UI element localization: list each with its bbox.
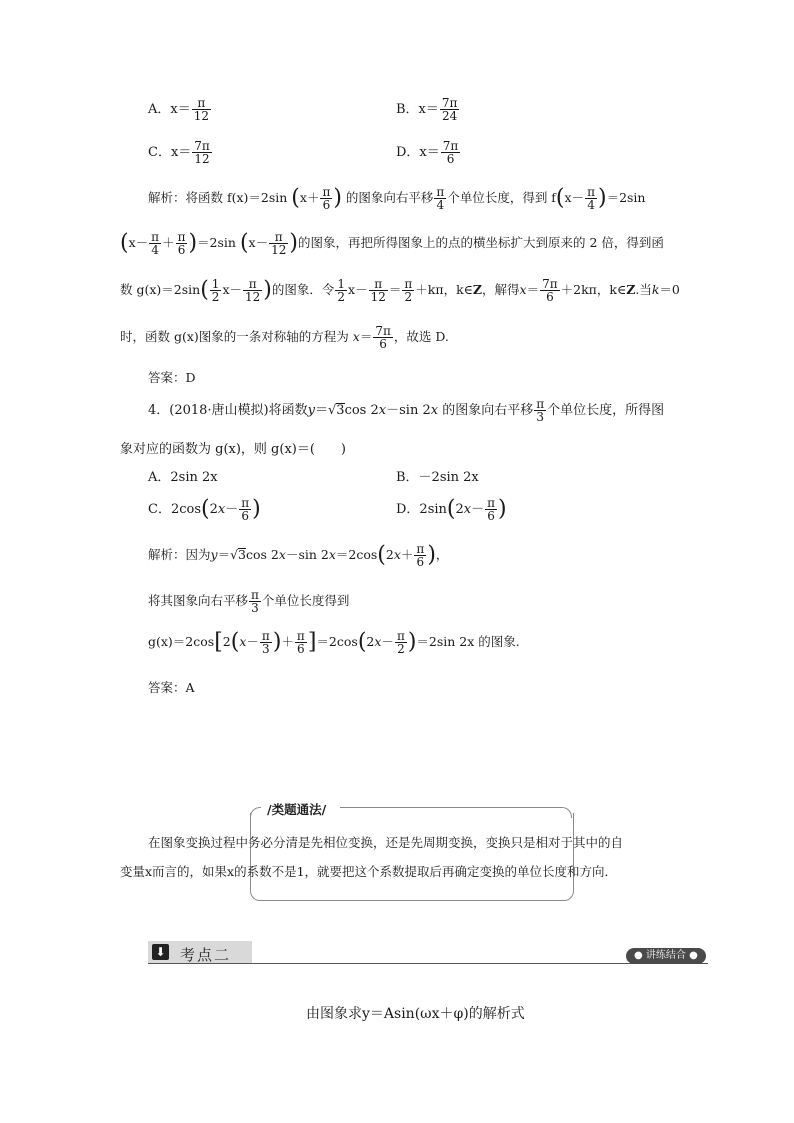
section-divider	[148, 963, 708, 964]
q3-solution-line2: (x－ $\frac{\pi}{4}$ ＋ $\frac{\pi}{6}$ )＝2sin (x－ $\frac{\pi}{12}$ )的图象，再把所得图象上的点的横坐标扩大到原来的 2 倍，得到函	[120, 230, 664, 257]
fraction: $\frac{7\pi}{6}$	[442, 139, 459, 166]
tip-line2: 变量x而言的，如果x的系数不是1，就要把这个系数提取后再确定变换的单位长度和方向．	[120, 864, 618, 879]
tip-box-title: /类题通法/	[263, 800, 330, 818]
q4-option-b: B．－2sin 2x	[396, 470, 479, 485]
section-subtitle: 由图象求y＝Asin(ωx＋φ)的解析式	[306, 1006, 525, 1022]
tip-line1: 在图象变换过程中务必分清是先相位变换，还是先周期变换，变换只是相对于其中的自	[148, 835, 624, 850]
section-badge: ● 讲练结合 ●	[626, 948, 706, 964]
q4-option-c: C．2cos(2x－ $\frac{\pi}{6}$ )	[148, 496, 261, 523]
q4-stem-line2: 象对应的函数为 g(x)，则 g(x)＝( )	[120, 442, 347, 457]
q4-option-d: D．2sin(2x－ $\frac{\pi}{6}$ )	[396, 496, 507, 523]
q3-answer: 答案：D	[148, 370, 196, 385]
q4-option-a: A．2sin 2x	[148, 470, 218, 485]
q3-option-a: A．x＝ $\frac{\pi}{12}$	[148, 96, 210, 123]
q4-stem-line1: 4．(2018·唐山模拟)将函数y＝√3cos 2x－sin 2x 的图象向右平移 $\frac{\pi}{3}$ 个单位长度，所得图	[148, 397, 665, 424]
fraction: $\frac{\pi}{12}$	[193, 96, 210, 123]
down-arrow-icon: ⬇	[152, 944, 169, 960]
q3-solution-line3: 数 g(x)＝2sin( $\frac{1}{2}$ x－ $\frac{\pi}{12}$ )的图象．令 $\frac{1}{2}$ x－ $\frac{\pi}{12}$ ＝ $\frac{\pi}{2}$ ＋kπ，k∈Z，解得x＝ $\frac{7\pi}{6}$ ＋2kπ，k∈Z.当k＝0	[120, 277, 680, 304]
q3-option-d: D．x＝ $\frac{7\pi}{6}$	[396, 139, 459, 166]
fraction: $\frac{7\pi}{12}$	[194, 139, 210, 166]
q3-option-b: B．x＝ $\frac{7\pi}{24}$	[396, 96, 458, 123]
q3-option-c: C．x＝ $\frac{7\pi}{12}$	[148, 139, 210, 166]
q4-solution-line3: g(x)＝2cos[2(x－ $\frac{\pi}{3}$ )＋ $\frac{\pi}{6}$ ]＝2cos(2x－ $\frac{\pi}{2}$ )＝2sin 2x 的图象.	[148, 629, 520, 656]
section-title: 考点二	[180, 946, 232, 964]
tip-box	[250, 813, 574, 901]
fraction: $\frac{7\pi}{24}$	[441, 96, 458, 123]
q4-solution-line2: 将其图象向右平移 $\frac{\pi}{3}$ 个单位长度得到	[148, 588, 350, 615]
q3-solution-line1: 解析：将函数 f(x)＝2sin (x＋ $\frac{\pi}{6}$ ) 的图象向右平移 $\frac{\pi}{4}$ 个单位长度，得到 f(x－ $\frac{\pi}{4}$ )＝2sin	[148, 185, 646, 212]
q3-solution-line4: 时，函数 g(x)图象的一条对称轴的方程为 x＝ $\frac{7\pi}{6}$ ，故选 D.	[120, 324, 449, 351]
q4-solution-line1: 解析：因为y＝√3cos 2x－sin 2x＝2cos(2x＋ $\frac{\pi}{6}$ )，	[148, 542, 449, 569]
q4-answer: 答案：A	[148, 680, 195, 695]
tip-box-top-line	[340, 807, 562, 808]
